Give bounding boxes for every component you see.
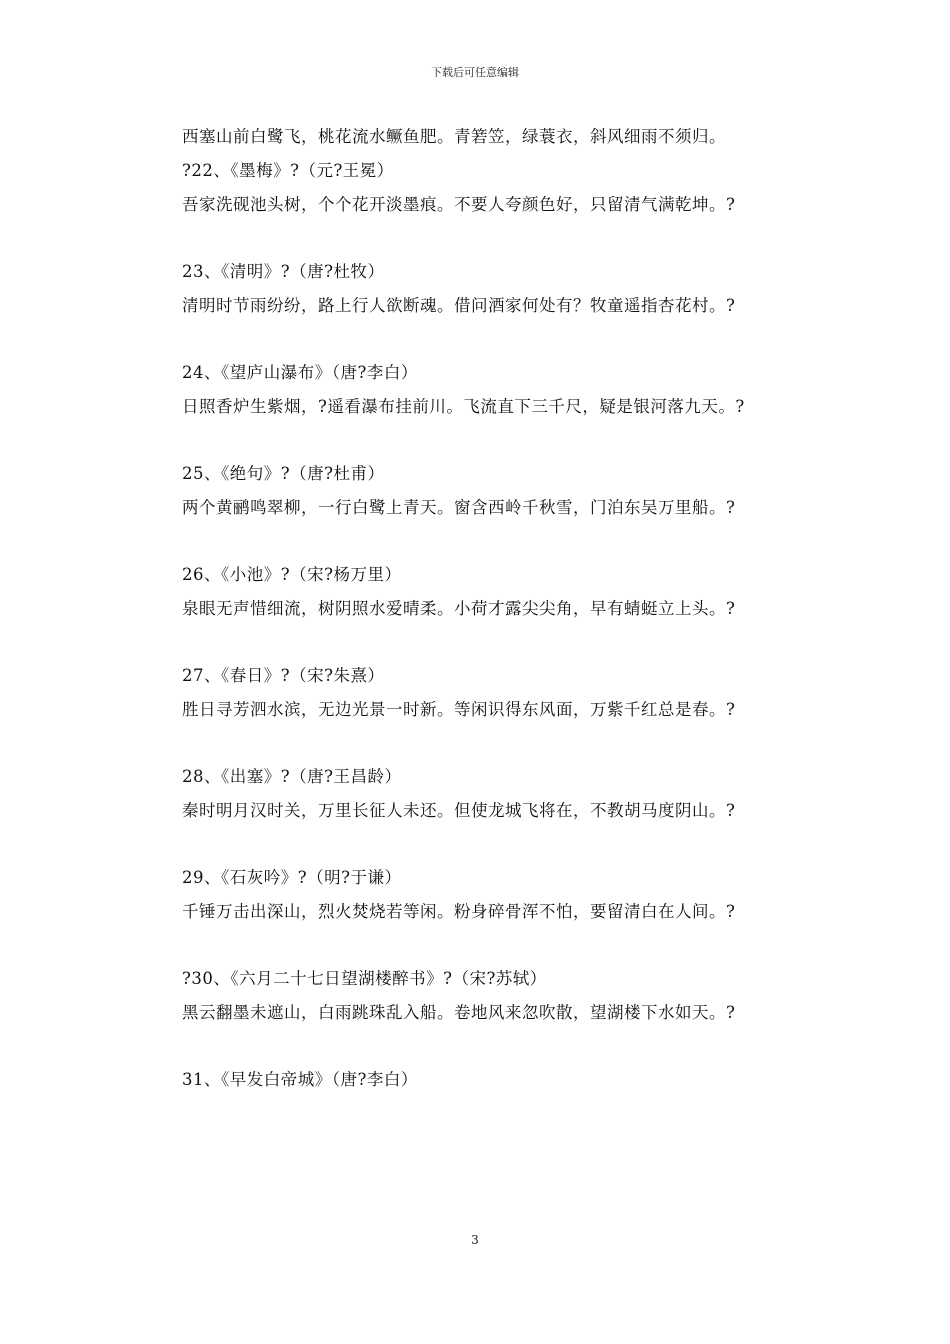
poem-title: 24、《望庐山瀑布》（唐?李白） [182,363,418,382]
poem-title: 29、《石灰吟》?（明?于谦） [182,868,402,887]
poem-text-line: 泉眼无声惜细流，树阴照水爱晴柔。小荷才露尖尖角，早有蜻蜓立上头。? [182,599,736,618]
poem-title: 27、《春日》?（宋?朱熹） [182,666,385,685]
poem-title: ?30、《六月二十七日望湖楼醉书》?（宋?苏轼） [182,969,547,988]
poem-title: 25、《绝句》?（唐?杜甫） [182,464,385,483]
poem-text-line: 两个黄鹂鸣翠柳，一行白鹭上青天。窗含西岭千秋雪，门泊东吴万里船。? [182,498,736,517]
poem-text-line: 胜日寻芳泗水滨，无边光景一时新。等闲识得东风面，万紫千红总是春。? [182,700,736,719]
poem-text-line: 千锤万击出深山，烈火焚烧若等闲。粉身碎骨浑不怕，要留清白在人间。? [182,902,736,921]
poem-text-line: 日照香炉生紫烟，?遥看瀑布挂前川。飞流直下三千尺，疑是银河落九天。? [182,397,745,416]
poem-title: 28、《出塞》?（唐?王昌龄） [182,767,402,786]
poem-text-line: 吾家洗砚池头树，个个花开淡墨痕。不要人夸颜色好，只留清气满乾坤。? [182,195,736,214]
poem-list [182,126,882,1091]
page-header: 下载后可任意编辑 [431,66,519,79]
poem-text-line: 清明时节雨纷纷，路上行人欲断魂。借问酒家何处有？牧童遥指杏花村。? [182,296,736,315]
poem-text-line: 黑云翻墨未遮山，白雨跳珠乱入船。卷地风来忽吹散，望湖楼下水如天。? [182,1003,736,1022]
poem-title: 23、《清明》?（唐?杜牧） [182,262,385,281]
poem-title: 31、《早发白帝城》（唐?李白） [182,1070,418,1089]
poem-title: 26、《小池》?（宋?杨万里） [182,565,402,584]
poem-text-line: 秦时明月汉时关，万里长征人未还。但使龙城飞将在，不教胡马度阴山。? [182,801,736,820]
page-number: 3 [471,1233,479,1247]
poem-text-line: 西塞山前白鹭飞，桃花流水鳜鱼肥。青箬笠，绿蓑衣，斜风细雨不须归。 [182,127,726,146]
poem-title: ?22、《墨梅》?（元?王冕） [182,161,394,180]
